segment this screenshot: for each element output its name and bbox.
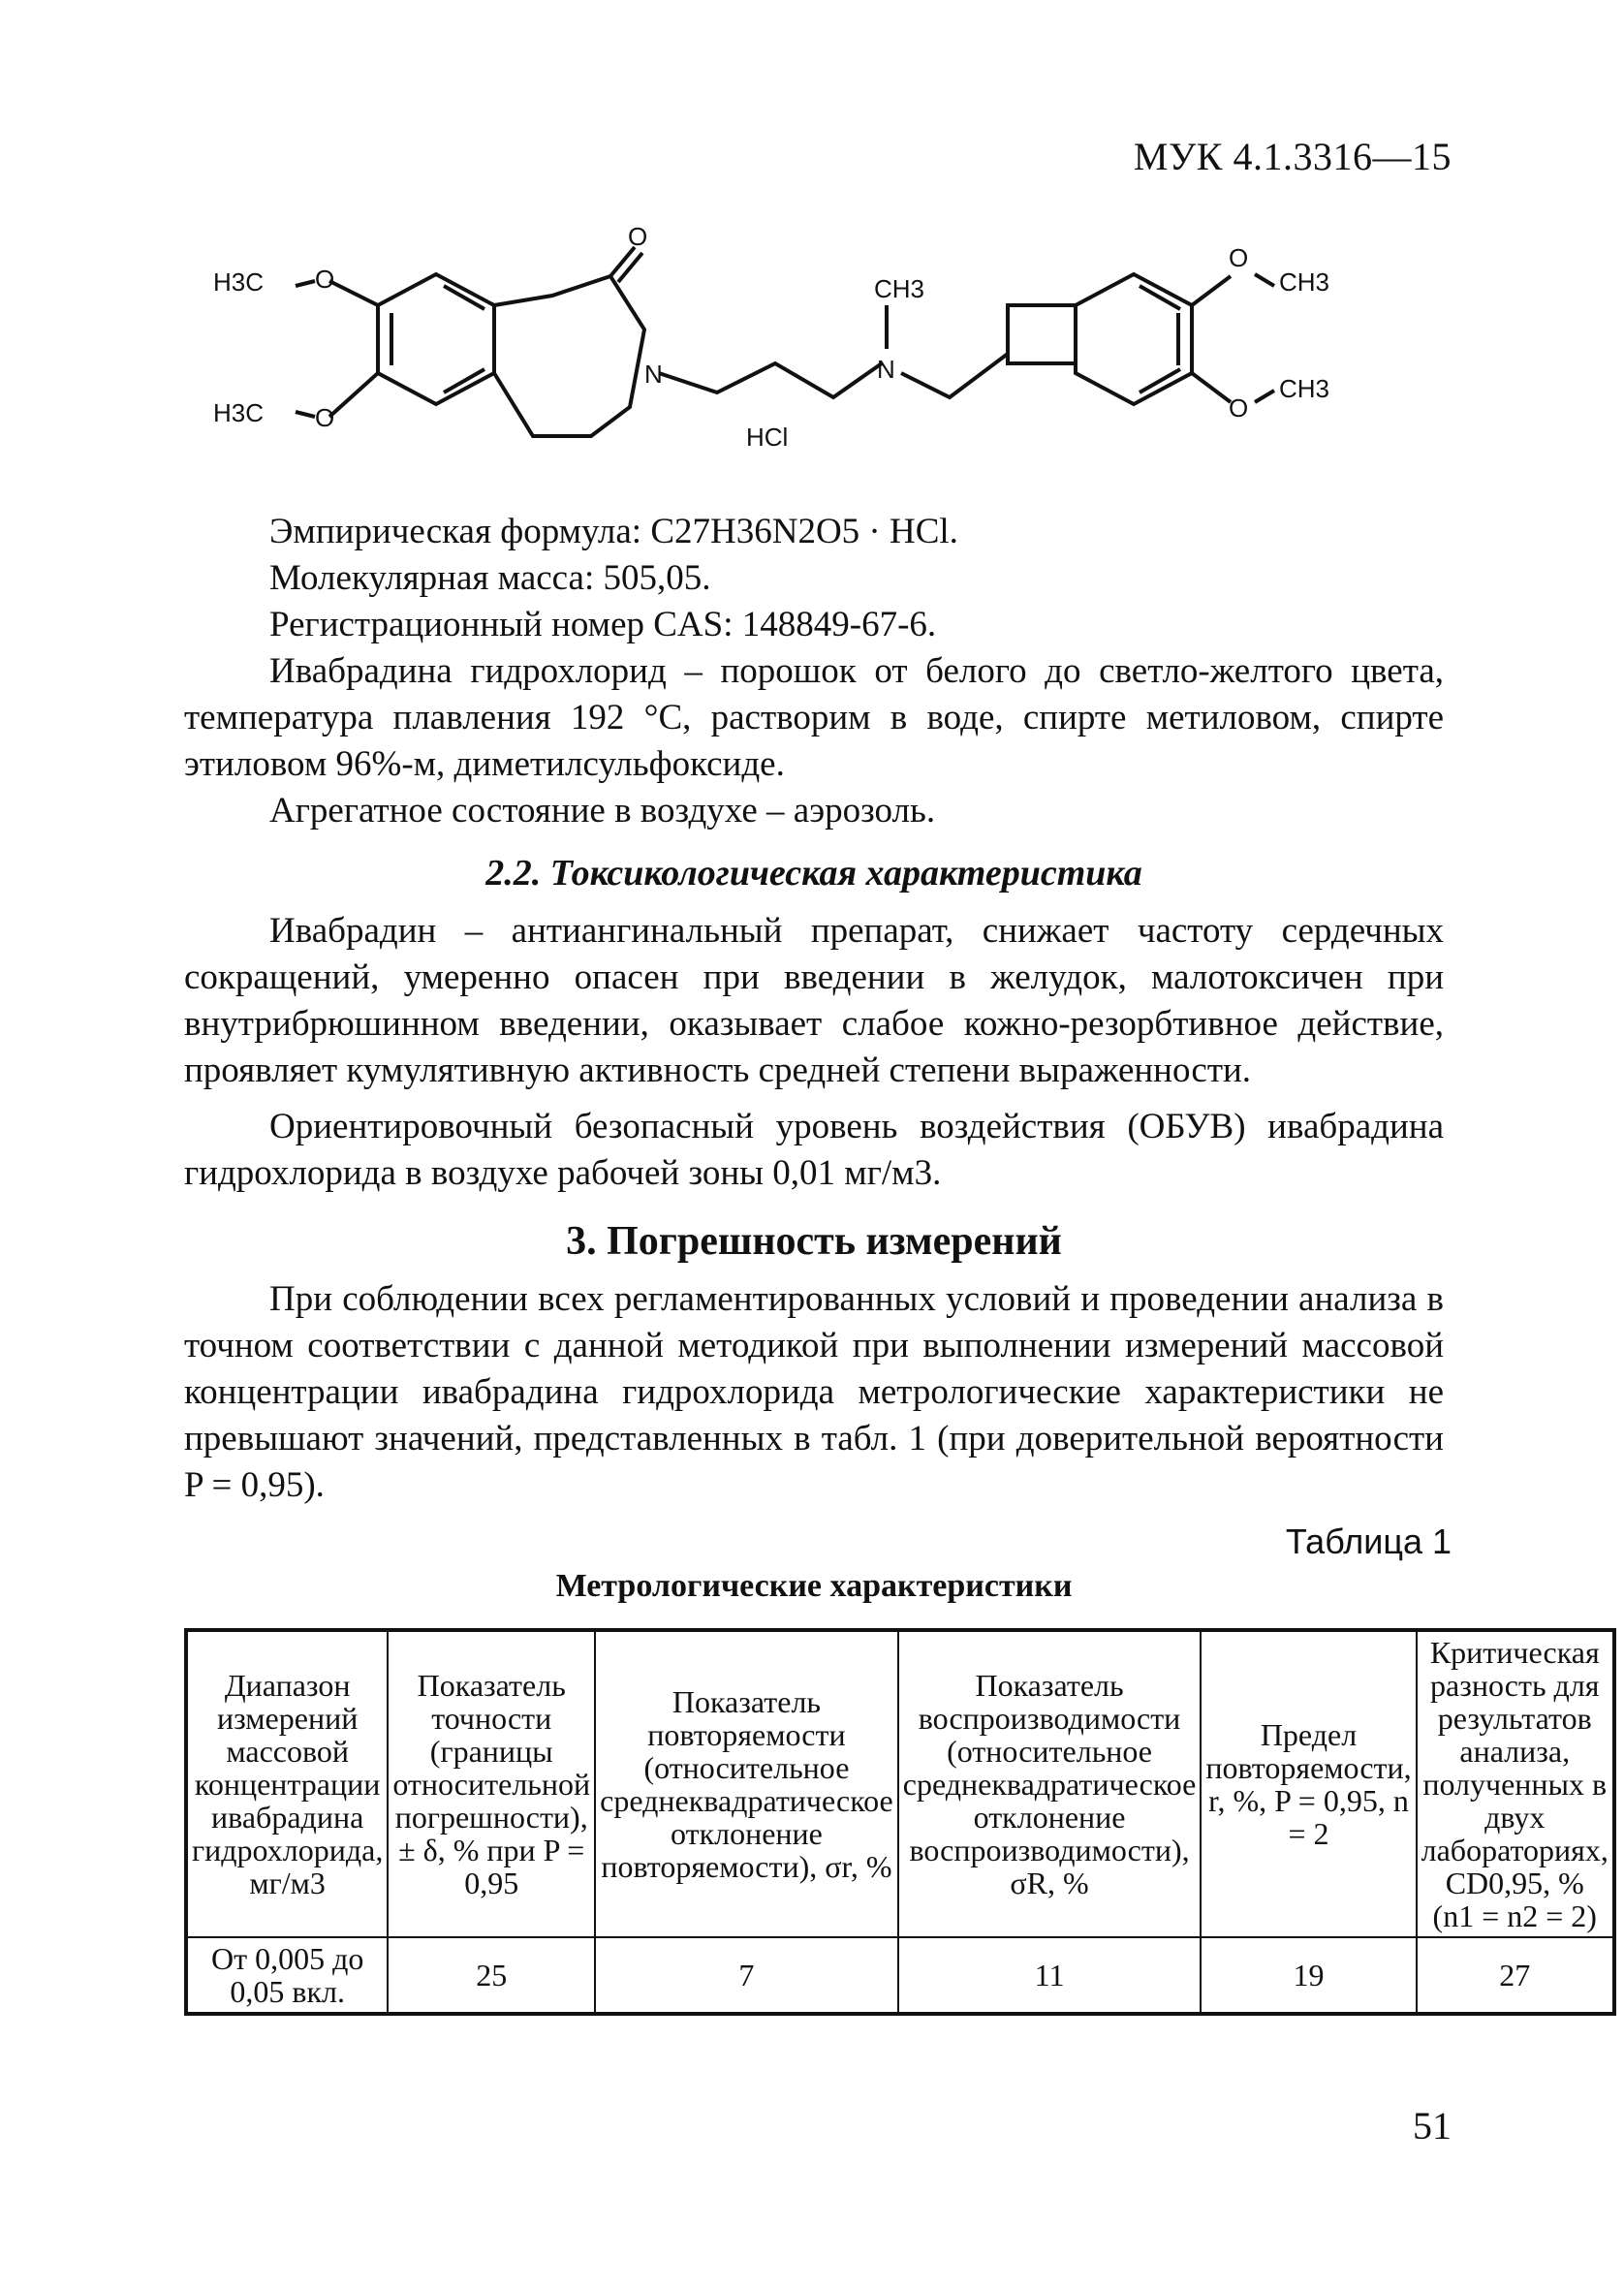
molecular-mass: Молекулярная масса: 505,05. [269, 558, 711, 598]
header-critical-diff: Критическая разность для результатов анализа, полученных в двух лабораториях, CD0,95, % (n1 = n2 = 2) [1417, 1630, 1614, 1937]
left-group-bottom: H3C [213, 398, 265, 427]
carbonyl-oxygen: O [628, 222, 648, 251]
cell-range: От 0,005 до 0,05 вкл. [186, 1937, 388, 2014]
tox-heading: 2.2. Токсикологическая характеристика [485, 853, 1142, 894]
table-title: Метрологические характеристики [555, 1568, 1073, 1604]
table-row [186, 1937, 1614, 2014]
compound-properties [184, 509, 1444, 1509]
cell-repeatability: 7 [595, 1937, 898, 2014]
table-number: Таблица 1 [1285, 1521, 1452, 1561]
hcl-label: HCl [746, 423, 789, 452]
header-repeat-limit: Предел повторяемости, r, %, P = 0,95, n = 2 [1201, 1630, 1416, 1937]
table-header-row [186, 1630, 1614, 1937]
svg-text:O: O [1229, 393, 1249, 423]
right-methyl-bottom: CH3 [1279, 374, 1330, 403]
left-group-top: H3C [213, 267, 265, 297]
header-accuracy: Показатель точности (границы относительной погрешности), ± δ, % при P = 0,95 [388, 1630, 595, 1937]
cas-number: Регистрационный номер CAS: 148849-67-6. [269, 605, 937, 644]
methyl-top: CH3 [874, 274, 925, 303]
metrology-table [184, 1628, 1616, 2016]
aggregate-state: Агрегатное состояние в воздухе – аэрозоль. [269, 791, 936, 831]
tox-paragraph-2: Ориентировочный безопасный уровень воздействия (ОБУВ) ивабрадина гидрохлорида в воздухе рабочей зоны 0,01 мг/м3. [184, 1107, 1444, 1193]
header-range: Диапазон измерений массовой концентрации ивабрадина гидрохлорида, мг/м3 [186, 1630, 388, 1937]
cell-reproducibility: 11 [898, 1937, 1202, 2014]
cell-accuracy: 25 [388, 1937, 595, 2014]
cell-repeat-limit: 19 [1201, 1937, 1416, 2014]
tox-paragraph-1: Ивабрадин – антиангинальный препарат, снижает частоту сердечных сокращений, умеренно опасен при введении в желудок, малотоксичен при внутрибрюшинном введении, оказывает слабое кожно-резорбтивное действие, проявляет кумулятивную активность средней степени выраженности. [184, 911, 1444, 1090]
cell-critical-diff: 27 [1417, 1937, 1614, 2014]
header-repeatability: Показатель повторяемости (относительное среднеквадратическое отклонение повторяемости), σr, % [595, 1630, 898, 1937]
errors-heading: 3. Погрешность измерений [566, 1219, 1062, 1264]
amine-nitrogen: N [877, 355, 895, 384]
page-number: 51 [1413, 2104, 1452, 2148]
ring-nitrogen: N [644, 360, 663, 389]
svg-text:O: O [315, 403, 335, 432]
header-reproducibility: Показатель воспроизводимости (относительное среднеквадратическое отклонение воспроизводимости), σR, % [898, 1630, 1202, 1937]
errors-paragraph: При соблюдении всех регламентированных условий и проведении анализа в точном соответствии с данной методикой при выполнении измерений массовой концентрации ивабрадина гидрохлорида метрологические характеристики не превышают значений, представленных в табл. 1 (при доверительной вероятности P = 0,95). [184, 1279, 1444, 1505]
formula-line: Эмпирическая формула: C27H36N2O5 · HCl. [269, 512, 958, 551]
chemical-structure-diagram [203, 222, 1415, 499]
right-methyl-top: CH3 [1279, 267, 1330, 297]
document-code-header: МУК 4.1.3316—15 [1133, 135, 1452, 178]
compound-description: Ивабрадина гидрохлорид – порошок от белого до светло-желтого цвета, температура плавления 192 °С, растворим в воде, спирте метиловом, спирте этиловом 96%-м, диметилсульфоксиде. [184, 651, 1444, 784]
svg-text:O: O [1229, 243, 1249, 272]
svg-text:O: O [315, 265, 335, 294]
